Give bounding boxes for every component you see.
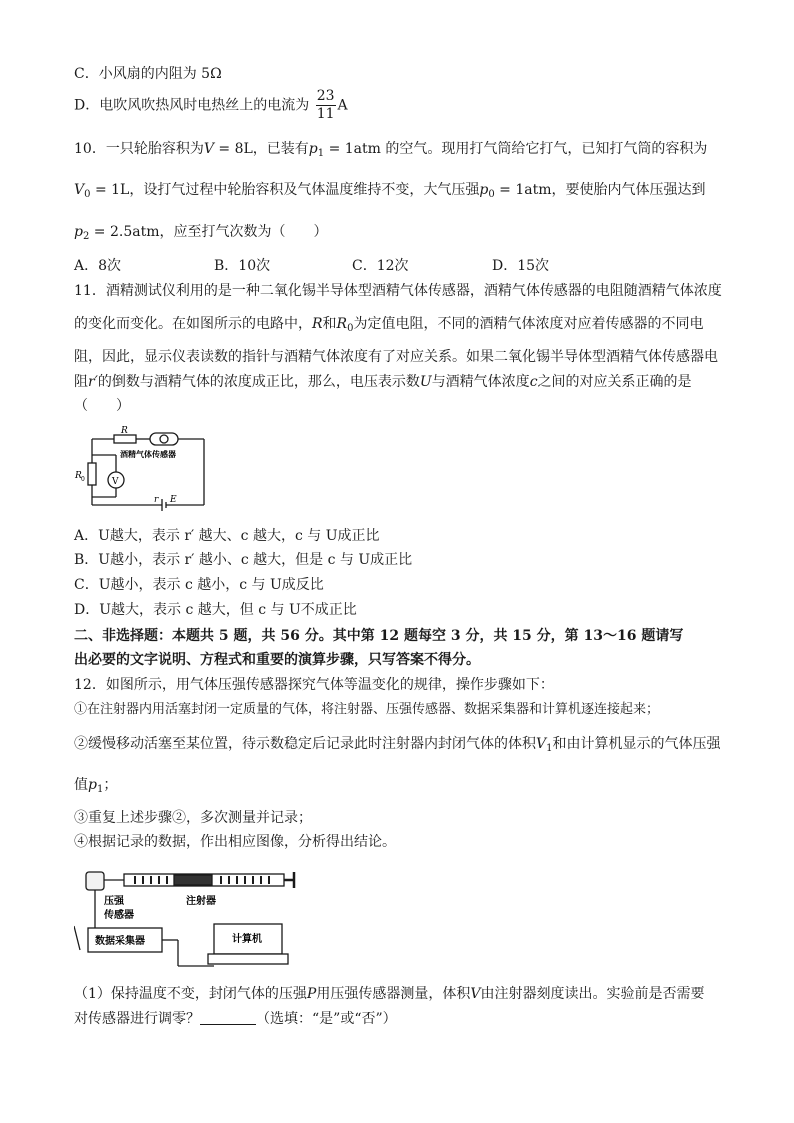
q11-option-a: A．U越大，表示 r′ 越大、c 越大，c 与 U成正比 <box>74 528 380 544</box>
q12-step-3: ③重复上述步骤②，多次测量并记录； <box>74 810 312 826</box>
q12-intro: 12．如图所示，用气体压强传感器探究气体等温变化的规律，操作步骤如下： <box>74 677 554 693</box>
option-c-prev: C．小风扇的内阻为 5Ω <box>74 66 222 82</box>
q11-option-d: D．U越大，表示 c 越大，但 c 与 U不成正比 <box>74 602 357 618</box>
q11-option-b: B．U越小，表示 r′ 越小、c 越大，但是 c 与 U成正比 <box>74 552 413 568</box>
label-r0: R <box>75 471 82 481</box>
circuit-diagram <box>70 425 210 515</box>
q10-choice-d: D．15次 <box>492 258 550 274</box>
section2-line-2: 出必要的文字说明、方程式和重要的演算步骤，只写答案不得分。 <box>74 652 480 668</box>
q10-choice-b: B．10次 <box>214 258 271 274</box>
q12-sub1-line-2: 对传感器进行调零？ （选填：“是”或“否”） <box>74 1011 397 1027</box>
q12-sub1-line-1: （1）保持温度不变，封闭气体的压强P用压强传感器测量，体积V由注射器刻度读出。实验前是否需要 <box>74 986 705 1002</box>
label-pressure-2: 传感器 <box>104 910 134 921</box>
option-d-prev: D．电吹风吹热风时电热丝上的电流为 $\frac{23}{11}$ A <box>74 88 348 122</box>
answer-blank[interactable] <box>200 1010 256 1025</box>
q10-line-3: $p_2 = 2.5atm$，应至打气次数为（ ） <box>74 224 328 242</box>
q10-choice-c: C．12次 <box>352 258 409 274</box>
label-emf: E <box>170 495 177 505</box>
q11-line-4: 阻r′的倒数与酒精气体的浓度成正比，那么，电压表示数U与酒精气体浓度c之间的对应关系正确的是 <box>74 374 692 390</box>
q11-line-5: （ ） <box>74 398 130 414</box>
q10-line-2: $V_0 = 1L$，设打气过程中轮胎容积及气体温度维持不变，大气压强$p_0 = 1atm$，要使胎内气体压强达到 <box>74 182 706 200</box>
q12-step-1: ①在注射器内用活塞封闭一定质量的气体，将注射器、压强传感器、数据采集器和计算机逐连接起来； <box>74 702 660 717</box>
q11-line-1: 11．酒精测试仪利用的是一种二氧化锡半导体型酒精气体传感器，酒精气体传感器的电阻随酒精气体浓度 <box>74 283 722 299</box>
label-data-collector: 数据采集器 <box>95 936 145 947</box>
label-r: R <box>121 426 128 436</box>
q11-line-2: 的变化而变化。在如图所示的电路中，R和$R_0$为定值电阻，不同的酒精气体浓度对应着传感器的不同电 <box>74 316 704 334</box>
apparatus-diagram <box>74 866 300 972</box>
q11-line-3: 阻，因此，显示仪表读数的指针与酒精气体浓度有了对应关系。如果二氧化锡半导体型酒精气体传感器电 <box>74 349 718 365</box>
label-r0-sub: 0 <box>81 476 85 483</box>
q10-line-1: 10．一只轮胎容积为V = 8L，已装有$p_1 = 1atm$ 的空气。现用打气筒给它打气，已知打气筒的容积为 <box>74 141 708 159</box>
label-r-internal: r <box>154 495 159 505</box>
q12-step-2-cont: 值$p_1$； <box>74 777 118 795</box>
label-computer: 计算机 <box>232 934 262 945</box>
label-pressure-1: 压强 <box>104 896 124 907</box>
section2-line-1: 二、非选择题：本题共 5 题，共 56 分。其中第 12 题每空 3 分，共 15 分，第 13～16 题请写 <box>74 628 684 644</box>
fraction: $\frac{23}{11}$ <box>316 88 335 122</box>
q10-choice-a: A．8次 <box>74 258 122 274</box>
label-sensor: 酒精气体传感器 <box>120 449 176 459</box>
q11-option-c: C．U越小，表示 c 越小，c 与 U成反比 <box>74 577 324 593</box>
label-syringe: 注射器 <box>186 896 216 907</box>
q12-step-4: ④根据记录的数据，作出相应图像，分析得出结论。 <box>74 834 396 850</box>
label-voltmeter: V <box>112 477 119 487</box>
q12-step-2: ②缓慢移动活塞至某位置，待示数稳定后记录此时注射器内封闭气体的体积$V_1$和由计算机显示的气体压强 <box>74 736 721 754</box>
